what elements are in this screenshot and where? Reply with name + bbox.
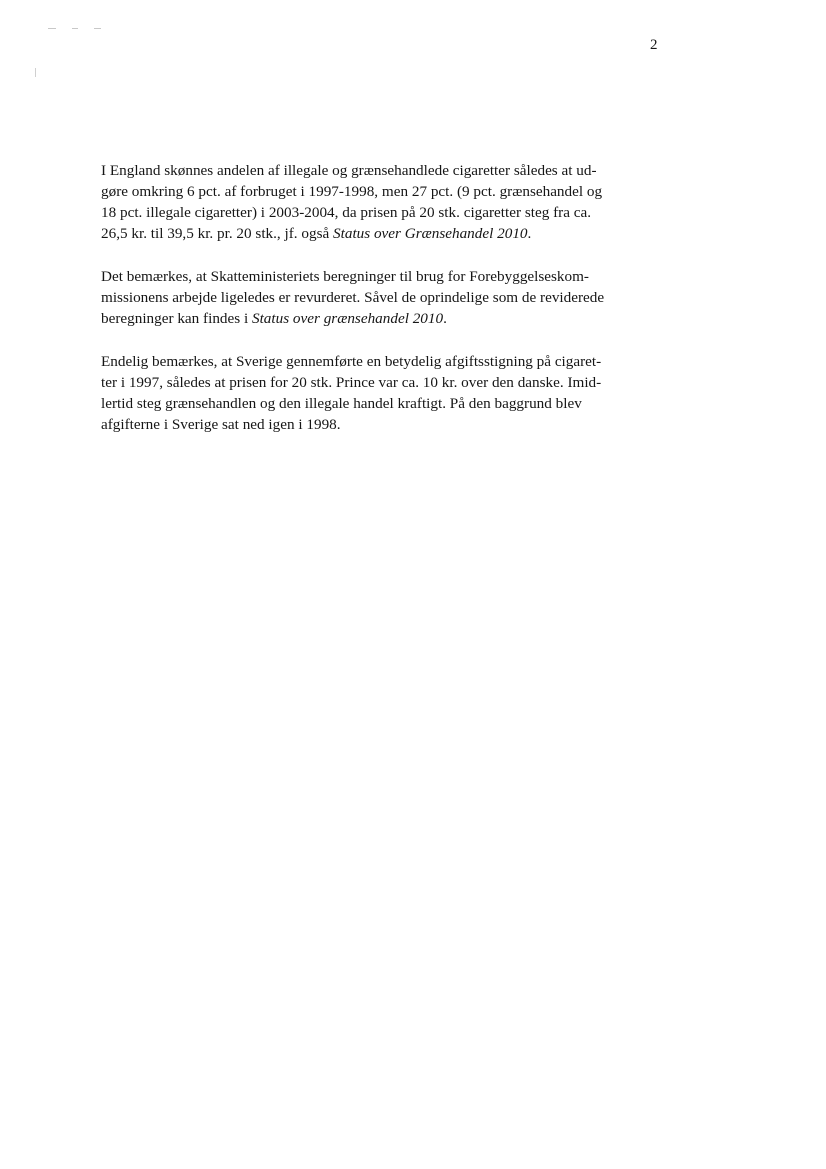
text-line: I England skønnes andelen af illegale og grænsehandlede cigaretter således at ud- bbox=[101, 162, 597, 179]
paragraph-skatteministeriet bbox=[101, 266, 641, 329]
text-line: beregninger kan findes i Status over grænsehandel 2010. bbox=[101, 310, 447, 327]
paragraph-england bbox=[101, 160, 641, 244]
text-line: afgifterne i Sverige sat ned igen i 1998. bbox=[101, 416, 341, 433]
scan-artifact bbox=[48, 28, 56, 29]
text-line: gøre omkring 6 pct. af forbruget i 1997-1998, men 27 pct. (9 pct. grænsehandel og bbox=[101, 183, 603, 200]
publication-title: Status over grænsehandel 2010 bbox=[251, 310, 444, 327]
text-line: ter i 1997, således at prisen for 20 stk. Prince var ca. 10 kr. over den danske. Imid- bbox=[101, 374, 602, 391]
scan-artifact bbox=[72, 28, 78, 29]
text-line: Det bemærkes, at Skatteministeriets beregninger til brug for Forebyggelseskom- bbox=[101, 268, 589, 285]
text-line: 18 pct. illegale cigaretter) i 2003-2004, da prisen på 20 stk. cigaretter steg fra ca. bbox=[101, 204, 592, 221]
text-line: lertid steg grænsehandlen og den illegale handel kraftigt. På den baggrund blev bbox=[101, 395, 582, 412]
page-number: 2 bbox=[650, 37, 658, 53]
scan-artifact bbox=[94, 28, 101, 29]
paragraph-sverige bbox=[101, 351, 641, 435]
text-line: 26,5 kr. til 39,5 kr. pr. 20 stk., jf. også Status over Grænsehandel 2010. bbox=[101, 225, 532, 242]
scan-artifact bbox=[35, 68, 36, 77]
text-line: missionens arbejde ligeledes er revurderet. Såvel de oprindelige som de reviderede bbox=[101, 289, 605, 306]
text-line: Endelig bemærkes, at Sverige gennemførte en betydelig afgiftsstigning på cigaret- bbox=[101, 353, 602, 370]
document-body bbox=[101, 160, 641, 457]
publication-title: Status over Grænsehandel 2010 bbox=[333, 225, 528, 242]
